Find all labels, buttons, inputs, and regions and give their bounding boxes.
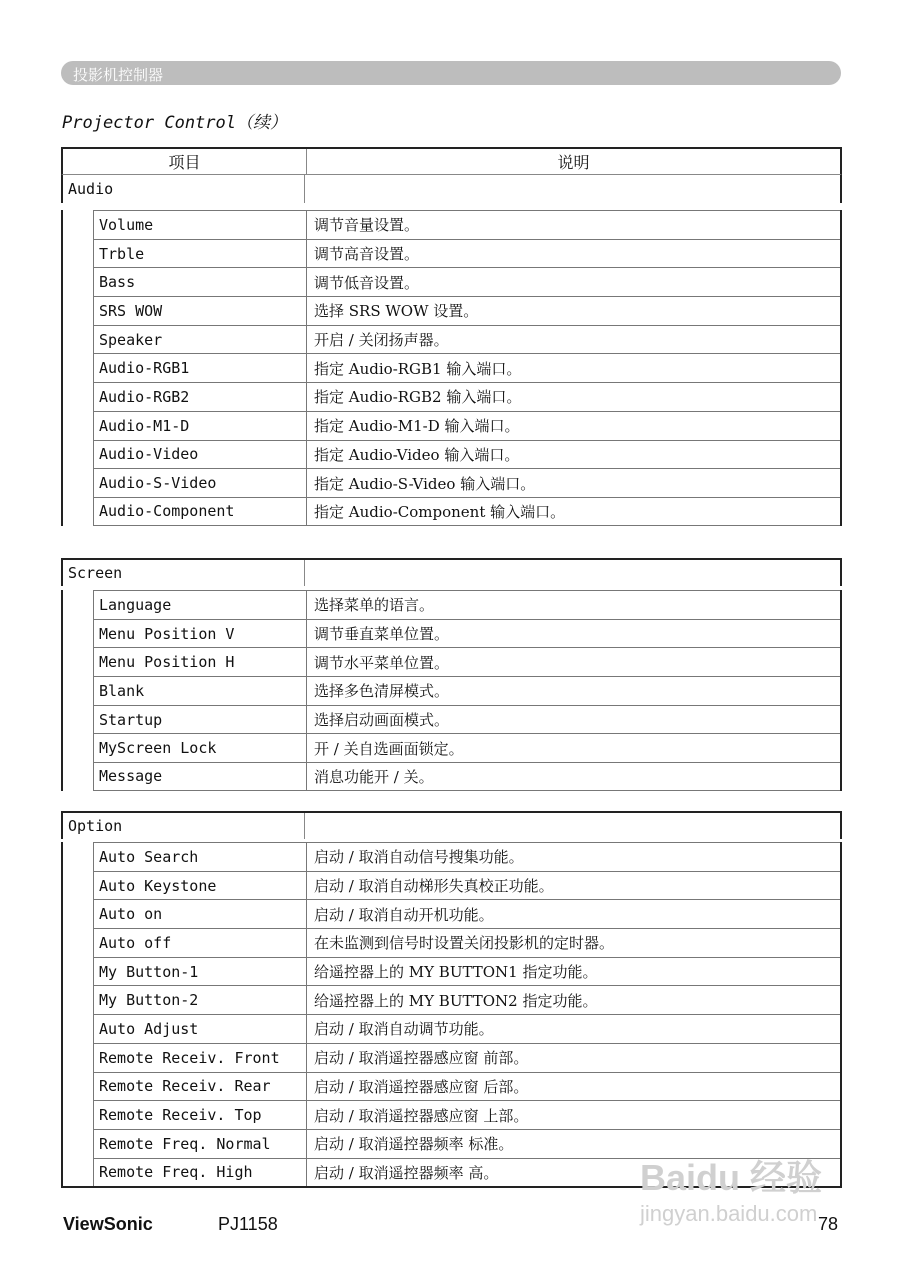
table-row [93, 468, 840, 497]
item-description: 启动 / 取消自动调节功能。 [314, 1020, 494, 1039]
item-name: Auto Adjust [94, 1015, 307, 1043]
item-name: Auto on [94, 900, 307, 928]
table-row [93, 590, 840, 619]
item-description: 开 / 关自选画面锁定。 [314, 739, 464, 758]
page-number: 78 [818, 1214, 839, 1234]
item-name: Volume [94, 211, 307, 239]
group-audio [61, 175, 842, 203]
group-option [61, 811, 842, 839]
group-items [61, 210, 842, 526]
item-description: 指定 Audio-RGB2 输入端口。 [314, 388, 522, 407]
table-row [93, 1043, 840, 1072]
group-items [61, 842, 842, 1188]
table-row [93, 842, 840, 871]
item-name: Audio-Video [94, 441, 307, 469]
table-row [93, 705, 840, 734]
item-description: 启动 / 取消自动开机功能。 [314, 905, 494, 924]
item-description: 调节水平菜单位置。 [314, 653, 450, 672]
table-row [93, 210, 840, 239]
item-description: 指定 Audio-S-Video 输入端口。 [314, 474, 536, 493]
banner-title: 投影机控制器 [73, 66, 164, 84]
column-header-description: 说明 [557, 153, 590, 172]
item-description: 在未监测到信号时设置关闭投影机的定时器。 [314, 934, 615, 953]
item-name: Trble [94, 240, 307, 268]
column-header-item: 项目 [63, 149, 307, 174]
item-description: 启动 / 取消遥控器感应窗 前部。 [314, 1049, 529, 1068]
item-name: Menu Position H [94, 648, 307, 676]
table-row [93, 928, 840, 957]
table-header [61, 147, 842, 175]
table-row [93, 325, 840, 354]
item-name: My Button-2 [94, 986, 307, 1014]
item-name: Auto Search [94, 843, 307, 871]
item-description: 调节垂直菜单位置。 [314, 625, 450, 644]
item-name: Remote Receiv. Front [94, 1044, 307, 1072]
group-name: Screen [63, 560, 305, 586]
table-row [93, 296, 840, 325]
watermark-logo: Baidu 经验 [640, 1157, 823, 1198]
table-row [93, 762, 840, 791]
item-name: Bass [94, 268, 307, 296]
item-name: Remote Receiv. Top [94, 1101, 307, 1129]
table-row [93, 676, 840, 705]
item-name: Audio-RGB1 [94, 354, 307, 382]
group-name: Option [63, 813, 305, 839]
footer-model: PJ1158 [218, 1214, 278, 1234]
item-description: 调节低音设置。 [314, 273, 420, 292]
item-description: 指定 Audio-RGB1 输入端口。 [314, 359, 522, 378]
table-row [93, 1072, 840, 1101]
table-row [93, 382, 840, 411]
item-description: 启动 / 取消遥控器感应窗 上部。 [314, 1106, 529, 1125]
item-name: Audio-RGB2 [94, 383, 307, 411]
item-name: Audio-S-Video [94, 469, 307, 497]
table-row [93, 267, 840, 296]
item-name: Audio-M1-D [94, 412, 307, 440]
watermark-url: jingyan.baidu.com [640, 1201, 818, 1226]
group-header-row [61, 558, 842, 586]
table-row [93, 871, 840, 900]
footer-brand: ViewSonic [63, 1214, 153, 1234]
item-name: Audio-Component [94, 498, 307, 525]
table-row [93, 1014, 840, 1043]
item-name: Remote Freq. High [94, 1159, 307, 1187]
table-row [93, 733, 840, 762]
page-title: Projector Control（续） [62, 113, 287, 133]
item-name: Blank [94, 677, 307, 705]
table-row [93, 985, 840, 1014]
item-description: 给遥控器上的 MY BUTTON2 指定功能。 [314, 991, 598, 1010]
item-description: 选择多色清屏模式。 [314, 682, 450, 701]
item-name: Language [94, 591, 307, 619]
item-description: 消息功能开 / 关。 [314, 767, 434, 786]
group-header-row [61, 811, 842, 839]
table-row [93, 619, 840, 648]
item-description: 开启 / 关闭扬声器。 [314, 331, 449, 350]
group-header-row [61, 175, 842, 203]
group-name: Audio [63, 175, 305, 203]
item-name: Menu Position V [94, 620, 307, 648]
item-name: Auto Keystone [94, 872, 307, 900]
table-row [93, 411, 840, 440]
item-name: Speaker [94, 326, 307, 354]
group-screen [61, 558, 842, 586]
item-name: Message [94, 763, 307, 790]
group-items [61, 590, 842, 791]
table-row [93, 957, 840, 986]
table-row [93, 899, 840, 928]
table-row [93, 1100, 840, 1129]
item-description: 指定 Audio-M1-D 输入端口。 [314, 417, 520, 436]
item-description: 选择菜单的语言。 [314, 596, 435, 615]
table-row [93, 440, 840, 469]
section-banner [61, 61, 841, 85]
item-description: 启动 / 取消遥控器频率 标准。 [314, 1135, 514, 1154]
item-description: 启动 / 取消遥控器频率 高。 [314, 1163, 499, 1182]
item-description: 启动 / 取消遥控器感应窗 后部。 [314, 1077, 529, 1096]
item-description: 选择 SRS WOW 设置。 [314, 302, 479, 321]
item-description: 选择启动画面模式。 [314, 711, 450, 730]
item-name: Remote Freq. Normal [94, 1130, 307, 1158]
watermark [640, 1150, 822, 1227]
item-name: MyScreen Lock [94, 734, 307, 762]
item-name: Remote Receiv. Rear [94, 1073, 307, 1101]
item-name: Startup [94, 706, 307, 734]
item-description: 给遥控器上的 MY BUTTON1 指定功能。 [314, 963, 598, 982]
table-row [93, 647, 840, 676]
item-description: 指定 Audio-Component 输入端口。 [314, 502, 566, 521]
item-name: Auto off [94, 929, 307, 957]
item-description: 指定 Audio-Video 输入端口。 [314, 445, 520, 464]
table-row [93, 239, 840, 268]
item-description: 启动 / 取消自动信号搜集功能。 [314, 848, 524, 867]
item-description: 调节音量设置。 [314, 216, 420, 235]
item-name: My Button-1 [94, 958, 307, 986]
item-name: SRS WOW [94, 297, 307, 325]
item-description: 启动 / 取消自动梯形失真校正功能。 [314, 877, 554, 896]
table-row [93, 353, 840, 382]
item-description: 调节高音设置。 [314, 245, 420, 264]
table-row [93, 497, 840, 526]
